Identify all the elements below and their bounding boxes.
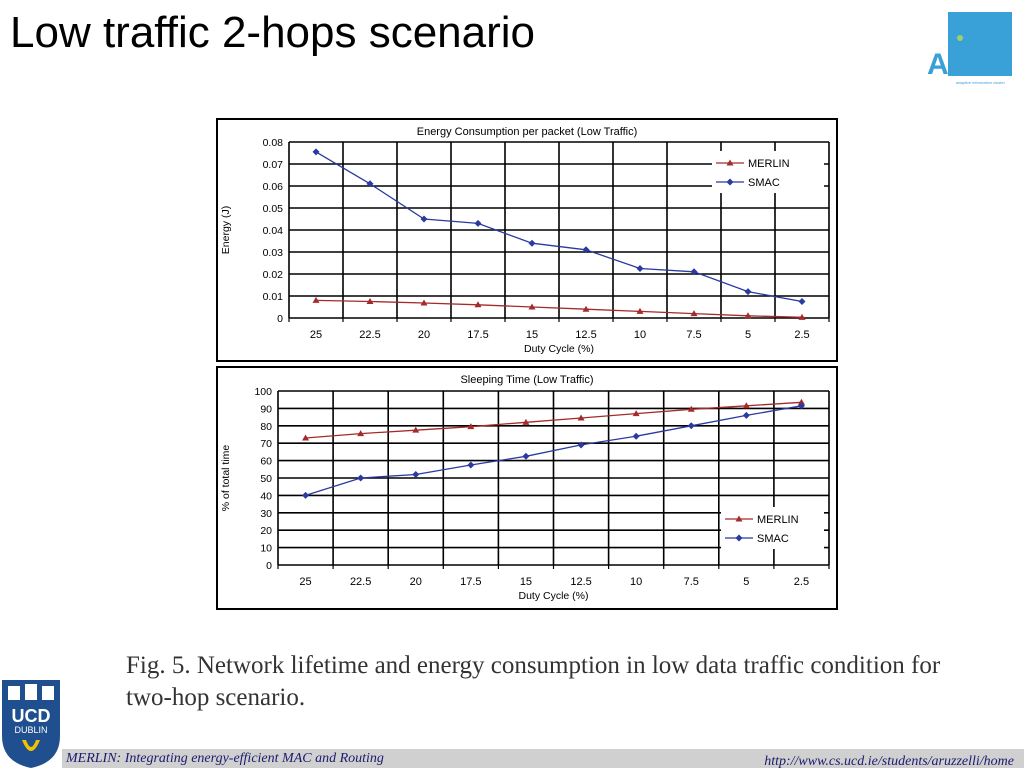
y-tick-label: 0.07	[262, 159, 283, 171]
x-tick-label: 10	[630, 576, 643, 588]
y-tick-label: 0	[277, 313, 283, 325]
y-tick-label: 70	[260, 438, 272, 451]
x-tick-label: 20	[409, 576, 422, 588]
y-tick-label: 60	[260, 455, 272, 468]
ucd-logo-subtext: DUBLIN	[14, 725, 48, 735]
y-tick-label: 20	[260, 525, 272, 538]
x-tick-label: 5	[744, 329, 752, 341]
y-tick-label: 0.06	[262, 181, 283, 193]
figure-caption: Fig. 5. Network lifetime and energy consumption in low data traffic condition for two-hop scenario.	[126, 652, 941, 711]
aic-logo	[926, 12, 1012, 88]
x-tick-label: 2.5	[794, 329, 810, 341]
y-tick-label: 30	[260, 507, 272, 520]
x-tick-label: 2.5	[793, 576, 810, 588]
y-axis-label: % of total time	[220, 444, 232, 512]
chart-title: Energy Consumption per packet (Low Traffic)	[416, 126, 638, 138]
footer-bar	[62, 749, 1024, 768]
sleeping-time-chart	[216, 366, 838, 610]
y-tick-label: 0.08	[262, 137, 283, 149]
x-tick-label: 25	[309, 329, 323, 341]
y-tick-label: 0.02	[262, 269, 283, 281]
legend-label-merlin: MERLIN	[757, 514, 799, 526]
x-tick-label: 15	[519, 576, 533, 588]
y-tick-label: 10	[260, 542, 272, 555]
x-axis-label: Duty Cycle (%)	[523, 343, 595, 355]
y-axis-label: Energy (J)	[220, 205, 232, 255]
legend-label-merlin: MERLIN	[748, 158, 790, 170]
y-tick-label: 0.01	[262, 291, 283, 303]
y-tick-label: 90	[260, 403, 272, 416]
x-tick-label: 7.5	[686, 329, 702, 341]
x-tick-label: 12.5	[575, 329, 597, 341]
legend-label-smac: SMAC	[748, 177, 780, 189]
y-tick-label: 100	[254, 386, 272, 398]
x-tick-label: 17.5	[460, 576, 482, 588]
y-tick-label: 0.04	[262, 225, 283, 237]
y-tick-label: 0	[266, 560, 272, 572]
y-tick-label: 80	[260, 420, 272, 433]
aic-logo-tagline: adaptive information cluster	[956, 80, 1005, 85]
legend-label-smac: SMAC	[757, 533, 789, 545]
x-axis-label: Duty Cycle (%)	[518, 590, 589, 602]
energy-consumption-chart	[216, 118, 838, 362]
y-tick-label: 0.03	[262, 247, 283, 259]
y-tick-label: 40	[260, 490, 272, 503]
x-tick-label: 22.5	[359, 329, 381, 341]
footer-title: MERLIN: Integrating energy-efficient MAC and Routing	[66, 751, 384, 766]
chart-title: Sleeping Time (Low Traffic)	[460, 374, 594, 386]
x-tick-label: 10	[633, 329, 647, 341]
x-tick-label: 22.5	[349, 576, 372, 588]
chart-frame	[217, 367, 837, 609]
x-tick-label: 17.5	[467, 329, 489, 341]
y-tick-label: 0.05	[262, 203, 283, 215]
x-tick-label: 20	[417, 329, 431, 341]
x-tick-label: 15	[525, 329, 539, 341]
ucd-logo-text: UCD	[11, 706, 51, 726]
aic-logo-text: AIC	[927, 48, 979, 81]
y-tick-label: 50	[260, 473, 272, 485]
footer-url[interactable]: http://www.cs.ucd.ie/students/aruzzelli/home	[764, 754, 1014, 769]
x-tick-label: 12.5	[570, 576, 592, 588]
x-tick-label: 5	[743, 576, 750, 588]
slide-title: Low traffic 2-hops scenario	[10, 8, 536, 57]
x-tick-label: 25	[299, 576, 312, 588]
x-tick-label: 7.5	[683, 576, 699, 588]
ucd-logo	[0, 676, 62, 768]
